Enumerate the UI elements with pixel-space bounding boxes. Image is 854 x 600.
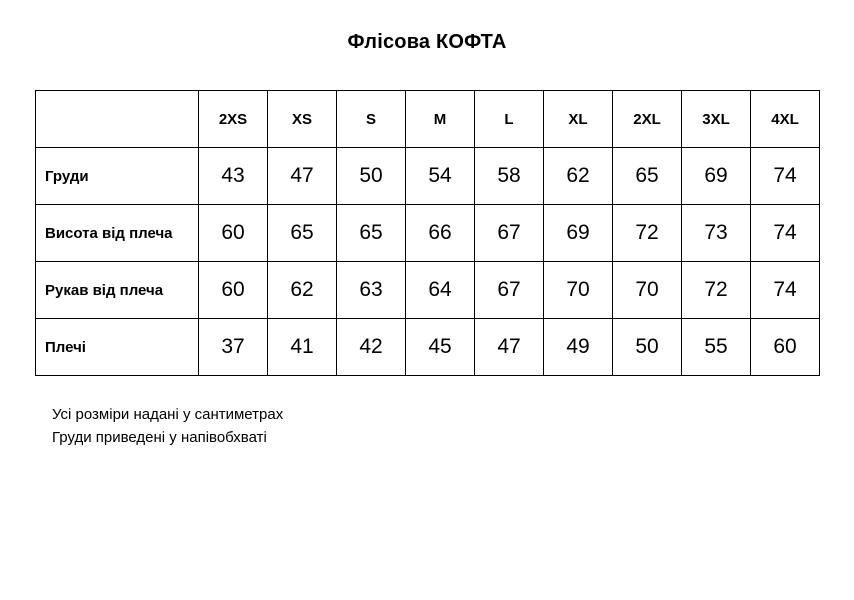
value-cell: 72 — [613, 205, 682, 262]
value-cell: 65 — [268, 205, 337, 262]
value-cell: 72 — [682, 262, 751, 319]
value-cell: 60 — [199, 205, 268, 262]
value-cell: 74 — [751, 148, 820, 205]
notes — [52, 403, 283, 449]
row-label-cell: Плечі — [36, 319, 199, 376]
value-cell: 54 — [406, 148, 475, 205]
value-cell: 65 — [337, 205, 406, 262]
note-line: Груди приведені у напівобхваті — [52, 429, 267, 446]
value-cell: 60 — [199, 262, 268, 319]
row-label-cell: Рукав від плеча — [36, 262, 199, 319]
value-cell: 73 — [682, 205, 751, 262]
table-row — [36, 319, 820, 376]
value-cell: 66 — [406, 205, 475, 262]
size-header-cell: M — [406, 91, 475, 148]
value-cell: 70 — [544, 262, 613, 319]
size-chart-table — [35, 90, 820, 376]
size-header-cell: S — [337, 91, 406, 148]
table-corner-cell — [36, 91, 199, 148]
value-cell: 65 — [613, 148, 682, 205]
value-cell: 37 — [199, 319, 268, 376]
value-cell: 67 — [475, 205, 544, 262]
value-cell: 74 — [751, 205, 820, 262]
value-cell: 69 — [544, 205, 613, 262]
row-label-cell: Груди — [36, 148, 199, 205]
table-row — [36, 262, 820, 319]
value-cell: 64 — [406, 262, 475, 319]
table-row — [36, 205, 820, 262]
size-header-cell: 2XS — [199, 91, 268, 148]
table-header-row — [36, 91, 820, 148]
size-header-cell: L — [475, 91, 544, 148]
value-cell: 45 — [406, 319, 475, 376]
value-cell: 47 — [475, 319, 544, 376]
value-cell: 69 — [682, 148, 751, 205]
value-cell: 42 — [337, 319, 406, 376]
value-cell: 74 — [751, 262, 820, 319]
table-row — [36, 148, 820, 205]
size-header-cell: 4XL — [751, 91, 820, 148]
value-cell: 58 — [475, 148, 544, 205]
page-title: Флісова КОФТА — [347, 31, 507, 53]
value-cell: 60 — [751, 319, 820, 376]
value-cell: 63 — [337, 262, 406, 319]
value-cell: 70 — [613, 262, 682, 319]
value-cell: 67 — [475, 262, 544, 319]
value-cell: 43 — [199, 148, 268, 205]
value-cell: 50 — [613, 319, 682, 376]
value-cell: 47 — [268, 148, 337, 205]
size-header-cell: 2XL — [613, 91, 682, 148]
size-header-cell: 3XL — [682, 91, 751, 148]
note-line: Усі розміри надані у сантиметрах — [52, 406, 284, 423]
row-label-cell: Висота від плеча — [36, 205, 199, 262]
size-header-cell: XS — [268, 91, 337, 148]
value-cell: 62 — [268, 262, 337, 319]
value-cell: 50 — [337, 148, 406, 205]
value-cell: 41 — [268, 319, 337, 376]
size-header-cell: XL — [544, 91, 613, 148]
value-cell: 55 — [682, 319, 751, 376]
value-cell: 49 — [544, 319, 613, 376]
value-cell: 62 — [544, 148, 613, 205]
